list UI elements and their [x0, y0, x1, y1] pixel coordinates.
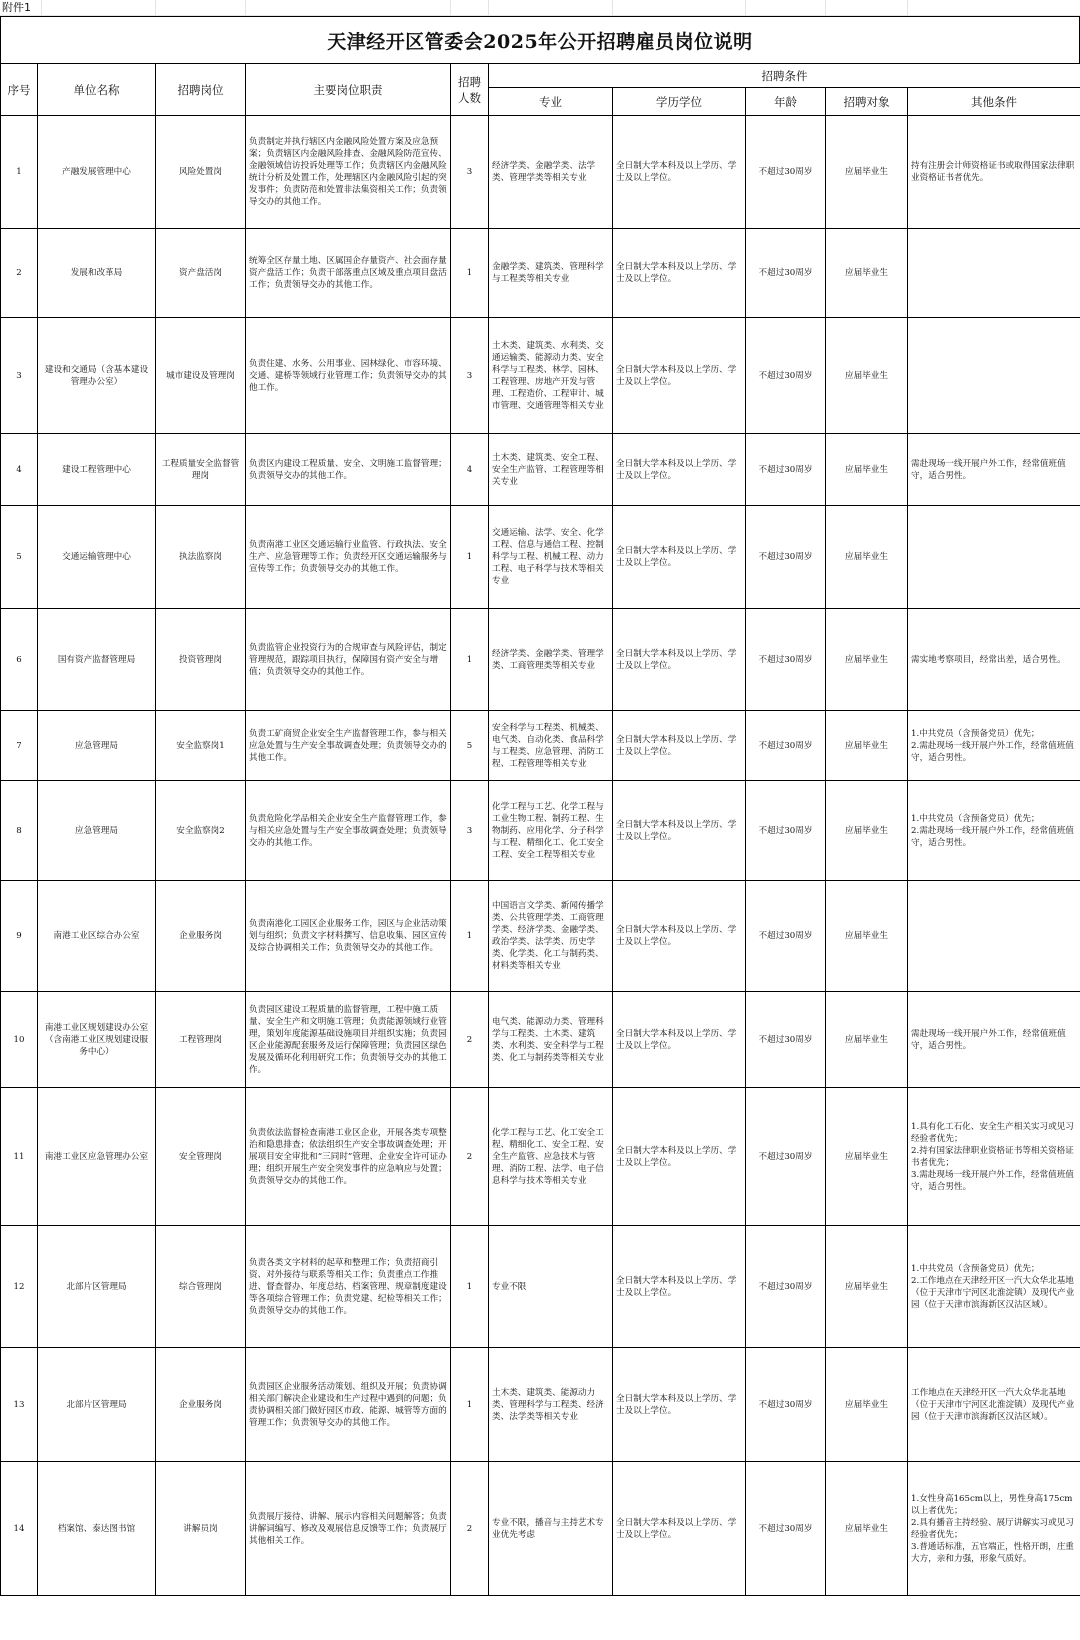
row-target: 应届毕业生 — [826, 318, 908, 434]
table-row — [1, 781, 1080, 881]
row-seq: 2 — [1, 229, 38, 318]
row-other — [908, 506, 1080, 609]
row-target: 应届毕业生 — [826, 1226, 908, 1348]
row-target: 应届毕业生 — [826, 1462, 908, 1596]
row-seq: 10 — [1, 992, 38, 1088]
header-education: 学历学位 — [613, 88, 746, 116]
row-major: 专业不限，播音与主持艺术专业优先考虑 — [489, 1462, 613, 1596]
table-row — [1, 609, 1080, 711]
row-count: 1 — [451, 881, 489, 992]
row-age: 不超过30周岁 — [746, 506, 826, 609]
row-other — [908, 881, 1080, 992]
row-other: 需赴现场一线开展户外工作，经常值班值守，适合男性。 — [908, 434, 1080, 506]
row-position: 企业服务岗 — [156, 881, 246, 992]
row-target: 应届毕业生 — [826, 711, 908, 781]
row-major: 土木类、建筑类、能源动力类、管理科学与工程类、经济类、法学类等相关专业 — [489, 1348, 613, 1462]
row-seq: 14 — [1, 1462, 38, 1596]
row-major: 经济学类、金融学类、管理学类、工商管理类等相关专业 — [489, 609, 613, 711]
row-unit: 北部片区管理局 — [38, 1226, 156, 1348]
row-count: 3 — [451, 318, 489, 434]
row-education: 全日制大学本科及以上学历、学士及以上学位。 — [613, 229, 746, 318]
sheet-grid-top — [0, 0, 1080, 16]
row-unit: 建设工程管理中心 — [38, 434, 156, 506]
row-duties: 统筹全区存量土地、区属国企存量资产、社会面存量资产盘活工作；负责干部落重点区域及重点项目盘活工作；负责领导交办的其他工作。 — [246, 229, 451, 318]
row-education: 全日制大学本科及以上学历、学士及以上学位。 — [613, 992, 746, 1088]
row-major: 金融学类、建筑类、管理科学与工程类等相关专业 — [489, 229, 613, 318]
row-target: 应届毕业生 — [826, 1088, 908, 1226]
row-unit: 南港工业区应急管理办公室 — [38, 1088, 156, 1226]
row-unit: 档案馆、泰达图书馆 — [38, 1462, 156, 1596]
row-target: 应届毕业生 — [826, 781, 908, 881]
row-position: 安全监察岗1 — [156, 711, 246, 781]
row-count: 4 — [451, 434, 489, 506]
header-conditions: 招聘条件 — [489, 64, 1080, 88]
row-major: 专业不限 — [489, 1226, 613, 1348]
row-count: 1 — [451, 229, 489, 318]
row-count: 1 — [451, 1226, 489, 1348]
row-target: 应届毕业生 — [826, 116, 908, 229]
row-duties: 负责园区建设工程质量的监督管理，工程中施工质量、安全生产和文明施工管理；负责能源领域行业管理，策划年度能源基础设施项目并组织实施；负责园区企业能源配套服务及运行保障管理；负责园区绿色发展及循环化利用研究工作；负责领导交办的其他工作。 — [246, 992, 451, 1088]
row-count: 1 — [451, 506, 489, 609]
row-duties: 负责展厅接待、讲解、展示内容相关问题解答；负责讲解词编写、修改及观展信息反馈等工作；负责展厅其他相关工作。 — [246, 1462, 451, 1596]
row-education: 全日制大学本科及以上学历、学士及以上学位。 — [613, 881, 746, 992]
row-other: 1.女性身高165cm以上，男性身高175cm以上者优先； 2.具有播音主持经验、展厅讲解实习或见习经验者优先； 3.普通话标准，五官端正，性格开朗，庄重大方，亲和力强，形象气质好。 — [908, 1462, 1080, 1596]
title-cell — [0, 16, 1080, 64]
row-major: 安全科学与工程类、机械类、电气类、自动化类、食品科学与工程类、应急管理、消防工程、工程管理等相关专业 — [489, 711, 613, 781]
row-count: 1 — [451, 1348, 489, 1462]
table-body — [1, 116, 1080, 1596]
row-position: 工程质量安全监督管理岗 — [156, 434, 246, 506]
row-age: 不超过30周岁 — [746, 609, 826, 711]
header-duties: 主要岗位职责 — [246, 64, 451, 116]
row-age: 不超过30周岁 — [746, 229, 826, 318]
row-count: 3 — [451, 116, 489, 229]
row-education: 全日制大学本科及以上学历、学士及以上学位。 — [613, 609, 746, 711]
row-other: 持有注册会计师资格证书或取得国家法律职业资格证书者优先。 — [908, 116, 1080, 229]
header-seq: 序号 — [1, 64, 38, 116]
row-position: 执法监察岗 — [156, 506, 246, 609]
row-duties: 负责区内建设工程质量、安全、文明施工监督管理；负责领导交办的其他工作。 — [246, 434, 451, 506]
table-row — [1, 434, 1080, 506]
table-row — [1, 1462, 1080, 1596]
row-other: 1.中共党员（含预备党员）优先； 2.需赴现场一线开展户外工作，经常值班值守，适合男性。 — [908, 781, 1080, 881]
row-duties: 负责南港工业区交通运输行业监管、行政执法、安全生产、应急管理等工作；负责经开区交通运输服务与宣传等工作；负责领导交办的其他工作。 — [246, 506, 451, 609]
row-target: 应届毕业生 — [826, 434, 908, 506]
row-education: 全日制大学本科及以上学历、学士及以上学位。 — [613, 781, 746, 881]
row-age: 不超过30周岁 — [746, 711, 826, 781]
row-education: 全日制大学本科及以上学历、学士及以上学位。 — [613, 506, 746, 609]
row-other: 工作地点在天津经开区一汽大众华北基地（位于天津市宁河区北淮淀镇）及现代产业园（位于天津市滨海新区汉沽区域）。 — [908, 1348, 1080, 1462]
row-seq: 9 — [1, 881, 38, 992]
row-unit: 交通运输管理中心 — [38, 506, 156, 609]
row-position: 安全监察岗2 — [156, 781, 246, 881]
row-count: 2 — [451, 1088, 489, 1226]
header-count: 招聘人数 — [451, 64, 489, 116]
row-other — [908, 229, 1080, 318]
row-age: 不超过30周岁 — [746, 318, 826, 434]
row-other: 1.中共党员（含预备党员）优先； 2.工作地点在天津经开区一汽大众华北基地（位于天津市宁河区北淮淀镇）及现代产业园（位于天津市滨海新区汉沽区域）。 — [908, 1226, 1080, 1348]
row-unit: 应急管理局 — [38, 711, 156, 781]
row-target: 应届毕业生 — [826, 881, 908, 992]
row-position: 工程管理岗 — [156, 992, 246, 1088]
header-target: 招聘对象 — [826, 88, 908, 116]
table-row — [1, 881, 1080, 992]
row-position: 综合管理岗 — [156, 1226, 246, 1348]
row-education: 全日制大学本科及以上学历、学士及以上学位。 — [613, 318, 746, 434]
row-other: 1.中共党员（含预备党员）优先； 2.需赴现场一线开展户外工作，经常值班值守，适合男性。 — [908, 711, 1080, 781]
row-unit: 北部片区管理局 — [38, 1348, 156, 1462]
row-count: 2 — [451, 992, 489, 1088]
row-count: 3 — [451, 781, 489, 881]
row-target: 应届毕业生 — [826, 229, 908, 318]
row-unit: 国有资产监督管理局 — [38, 609, 156, 711]
row-major: 土木类、建筑类、安全工程、安全生产监管、工程管理等相关专业 — [489, 434, 613, 506]
table-row — [1, 992, 1080, 1088]
row-duties: 负责制定并执行辖区内金融风险处置方案及应急预案；负责辖区内金融风险排查、金融风险防范宣传、金融领域信访投诉处理等工作；负责辖区内金融风险统计分析及处置工作，处理辖区内金融风险引起的突发事件；负责防范和处置非法集资相关工作；负责领导交办的其他工作。 — [246, 116, 451, 229]
row-other: 需实地考察项目，经常出差，适合男性。 — [908, 609, 1080, 711]
row-education: 全日制大学本科及以上学历、学士及以上学位。 — [613, 711, 746, 781]
row-major: 化学工程与工艺、化工安全工程、精细化工、安全工程、安全生产监管、应急技术与管理、消防工程、法学、电子信息科学与技术等相关专业 — [489, 1088, 613, 1226]
row-major: 化学工程与工艺、化学工程与工业生物工程、制药工程、生物制药、应用化学、分子科学与工程、精细化工、化工安全工程、安全工程等相关专业 — [489, 781, 613, 881]
row-unit: 南港工业区综合办公室 — [38, 881, 156, 992]
row-count: 1 — [451, 609, 489, 711]
row-major: 电气类、能源动力类、管理科学与工程类、土木类、建筑类、水利类、安全科学与工程类、化工与制药类等相关专业 — [489, 992, 613, 1088]
table-row — [1, 1088, 1080, 1226]
row-other — [908, 318, 1080, 434]
row-education: 全日制大学本科及以上学历、学士及以上学位。 — [613, 1226, 746, 1348]
row-age: 不超过30周岁 — [746, 116, 826, 229]
table-row — [1, 506, 1080, 609]
row-unit: 产融发展管理中心 — [38, 116, 156, 229]
row-other: 需赴现场一线开展户外工作，经常值班值守，适合男性。 — [908, 992, 1080, 1088]
row-target: 应届毕业生 — [826, 992, 908, 1088]
table-row — [1, 116, 1080, 229]
row-seq: 5 — [1, 506, 38, 609]
row-seq: 4 — [1, 434, 38, 506]
row-position: 安全管理岗 — [156, 1088, 246, 1226]
table-row — [1, 1348, 1080, 1462]
table-row — [1, 229, 1080, 318]
row-target: 应届毕业生 — [826, 609, 908, 711]
row-seq: 7 — [1, 711, 38, 781]
header-age: 年龄 — [746, 88, 826, 116]
job-table — [0, 63, 1080, 1596]
row-position: 投资管理岗 — [156, 609, 246, 711]
row-duties: 负责危险化学品相关企业安全生产监督管理工作，参与相关应急处置与生产安全事故调查处理；负责领导交办的其他工作。 — [246, 781, 451, 881]
row-age: 不超过30周岁 — [746, 1462, 826, 1596]
row-major: 土木类、建筑类、水利类、交通运输类、能源动力类、安全科学与工程类、林学、园林、工程管理、房地产开发与管理、工程造价、工程审计、城市管理、交通管理等相关专业 — [489, 318, 613, 434]
row-seq: 13 — [1, 1348, 38, 1462]
row-major: 经济学类、金融学类、法学类、管理学类等相关专业 — [489, 116, 613, 229]
row-count: 2 — [451, 1462, 489, 1596]
row-duties: 负责园区企业服务活动策划、组织及开展；负责协调相关部门解决企业建设和生产过程中遇到的问题；负责协调相关部门做好园区市政、能源、城管等方面的管理工作；负责领导交办的其他工作。 — [246, 1348, 451, 1462]
table-row — [1, 318, 1080, 434]
row-unit: 发展和改革局 — [38, 229, 156, 318]
row-major: 中国语言文学类、新闻传播学类、公共管理学类、工商管理学类、经济学类、金融学类、政治学类、法学类、历史学类、化学类、化工与制药类、材料类等相关专业 — [489, 881, 613, 992]
header-major: 专业 — [489, 88, 613, 116]
row-position: 资产盘活岗 — [156, 229, 246, 318]
header-other: 其他条件 — [908, 88, 1080, 116]
row-seq: 1 — [1, 116, 38, 229]
header-position: 招聘岗位 — [156, 64, 246, 116]
row-age: 不超过30周岁 — [746, 781, 826, 881]
row-major: 交通运输、法学、安全、化学工程、信息与通信工程、控制科学与工程、机械工程、动力工程、电子科学与技术等相关专业 — [489, 506, 613, 609]
row-seq: 6 — [1, 609, 38, 711]
row-age: 不超过30周岁 — [746, 1226, 826, 1348]
row-age: 不超过30周岁 — [746, 1088, 826, 1226]
row-education: 全日制大学本科及以上学历、学士及以上学位。 — [613, 434, 746, 506]
row-unit: 应急管理局 — [38, 781, 156, 881]
table-row — [1, 1226, 1080, 1348]
row-duties: 负责工矿商贸企业安全生产监督管理工作，参与相关应急处置与生产安全事故调查处理；负责领导交办的其他工作。 — [246, 711, 451, 781]
row-position: 风险处置岗 — [156, 116, 246, 229]
row-target: 应届毕业生 — [826, 1348, 908, 1462]
row-seq: 8 — [1, 781, 38, 881]
row-education: 全日制大学本科及以上学历、学士及以上学位。 — [613, 1462, 746, 1596]
row-age: 不超过30周岁 — [746, 1348, 826, 1462]
row-age: 不超过30周岁 — [746, 434, 826, 506]
row-duties: 负责各类文字材料的起草和整理工作；负责招商引资、对外接待与联系等相关工作；负责重点工作推进、督查督办、年度总结、档案管理、规章制度建设等各项综合管理工作；负责党建、纪检等相关工作；负责领导交办的其他工作。 — [246, 1226, 451, 1348]
row-education: 全日制大学本科及以上学历、学士及以上学位。 — [613, 116, 746, 229]
row-other: 1.具有化工石化、安全生产相关实习或见习经验者优先； 2.持有国家法律职业资格证书等相关资格证书者优先； 3.需赴现场一线开展户外工作，经常值班值守，适合男性。 — [908, 1088, 1080, 1226]
row-age: 不超过30周岁 — [746, 881, 826, 992]
row-duties: 负责住建、水务、公用事业、园林绿化、市容环境、交通、建桥等领域行业管理工作；负责领导交办的其他工作。 — [246, 318, 451, 434]
row-duties: 负责南港化工园区企业服务工作，园区与企业活动策划与组织；负责文字材料撰写、信息收集、园区宣传及综合协调相关工作；负责领导交办的其他工作。 — [246, 881, 451, 992]
row-age: 不超过30周岁 — [746, 992, 826, 1088]
row-position: 企业服务岗 — [156, 1348, 246, 1462]
row-unit: 建设和交通局（含基本建设管理办公室） — [38, 318, 156, 434]
page-title: 天津经开区管委会2025年公开招聘雇员岗位说明 — [327, 31, 753, 53]
row-duties: 负责依法监督检查南港工业区企业，开展各类专项整治和隐患排查；依法组织生产安全事故调查处理；开展项目安全审批和“三同时”管理、企业安全许可证办理；组织开展生产安全突发事件的应急响应与处置；负责领导交办的其他工作。 — [246, 1088, 451, 1226]
row-duties: 负责监管企业投资行为的合规审查与风险评估，制定管理规范，跟踪项目执行，保障国有资产安全与增值；负责领导交办的其他工作。 — [246, 609, 451, 711]
row-count: 5 — [451, 711, 489, 781]
row-education: 全日制大学本科及以上学历、学士及以上学位。 — [613, 1088, 746, 1226]
row-seq: 3 — [1, 318, 38, 434]
row-unit: 南港工业区规划建设办公室（含南港工业区规划建设服务中心） — [38, 992, 156, 1088]
row-position: 城市建设及管理岗 — [156, 318, 246, 434]
table-row — [1, 711, 1080, 781]
row-seq: 11 — [1, 1088, 38, 1226]
attachment-label: 附件1 — [2, 1, 31, 14]
row-target: 应届毕业生 — [826, 506, 908, 609]
row-seq: 12 — [1, 1226, 38, 1348]
row-education: 全日制大学本科及以上学历、学士及以上学位。 — [613, 1348, 746, 1462]
header-unit: 单位名称 — [38, 64, 156, 116]
row-position: 讲解员岗 — [156, 1462, 246, 1596]
